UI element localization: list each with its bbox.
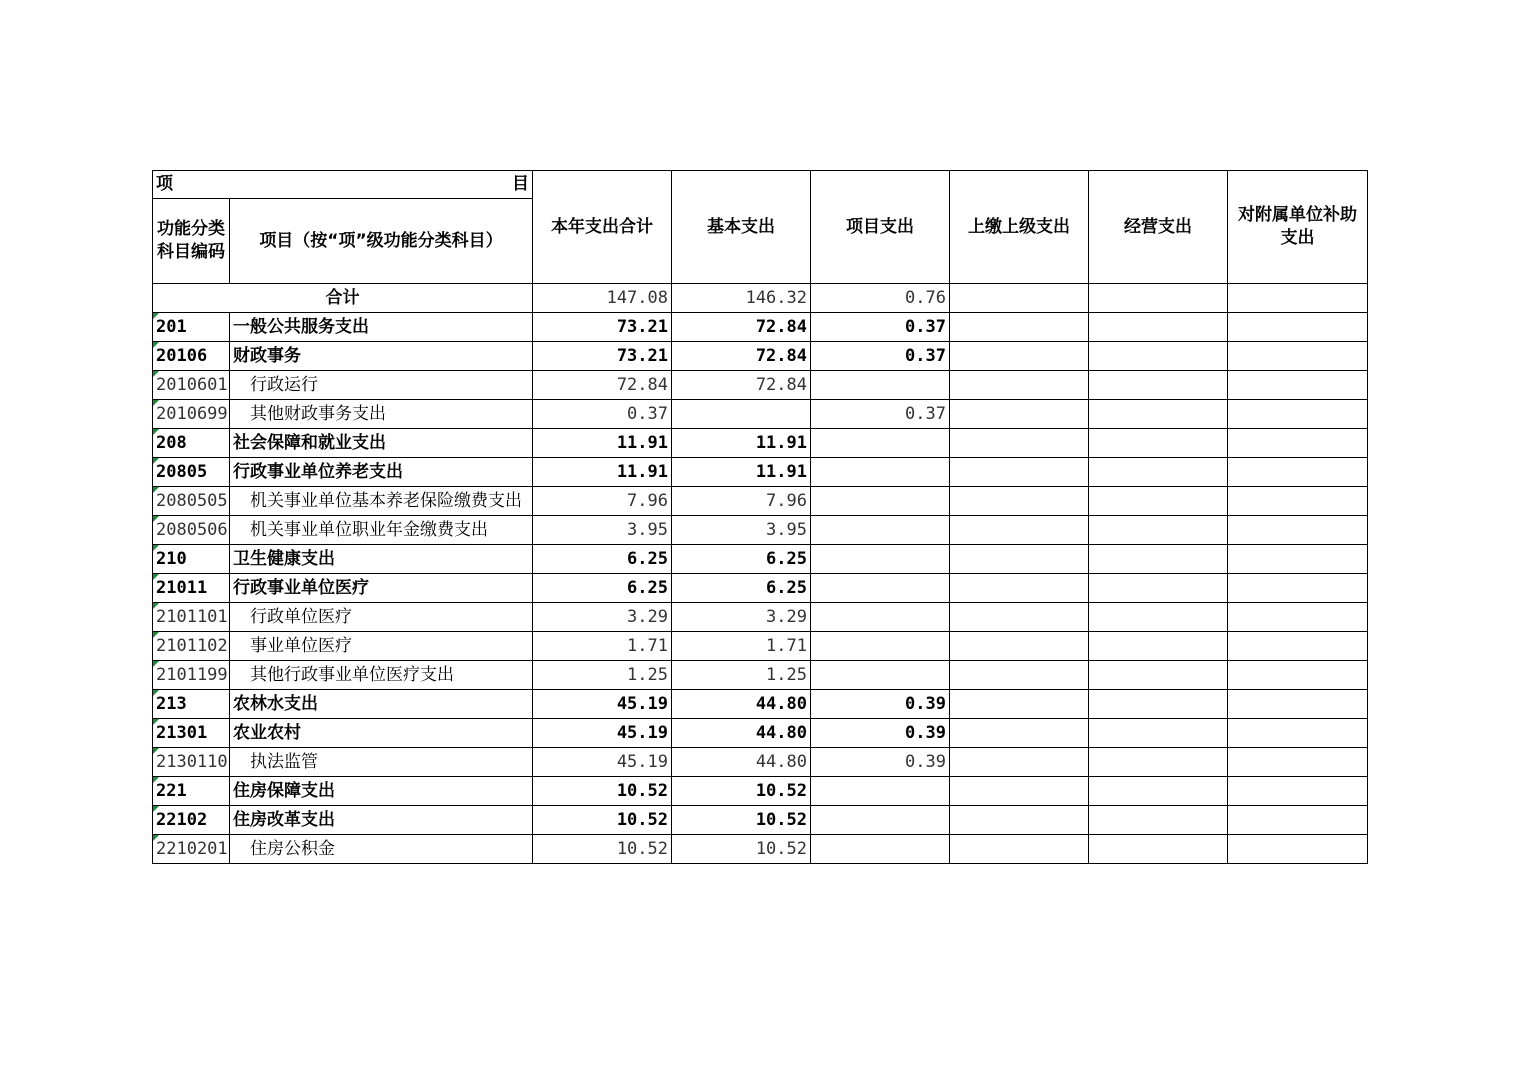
row-code: 2080506 — [153, 516, 230, 545]
row-total: 11.91 — [533, 429, 672, 458]
row-total: 10.52 — [533, 806, 672, 835]
row-total: 1.25 — [533, 661, 672, 690]
row-remit — [950, 806, 1089, 835]
row-project — [811, 458, 950, 487]
row-code: 2101199 — [153, 661, 230, 690]
row-total: 11.91 — [533, 458, 672, 487]
table-row — [153, 719, 1368, 748]
row-name: 合计 — [153, 284, 533, 313]
row-total: 10.52 — [533, 835, 672, 864]
header-mu: 目 — [512, 174, 529, 194]
table-row — [153, 603, 1368, 632]
row-name: 执法监管 — [230, 748, 533, 777]
row-operating — [1089, 719, 1228, 748]
row-remit — [950, 661, 1089, 690]
row-remit — [950, 313, 1089, 342]
row-operating — [1089, 603, 1228, 632]
row-remit — [950, 429, 1089, 458]
row-basic: 6.25 — [672, 574, 811, 603]
row-code: 2010601 — [153, 371, 230, 400]
row-operating — [1089, 574, 1228, 603]
table-row — [153, 342, 1368, 371]
row-project — [811, 632, 950, 661]
row-operating — [1089, 342, 1228, 371]
row-basic: 10.52 — [672, 835, 811, 864]
header-col-remit: 上缴上级支出 — [950, 171, 1089, 284]
row-remit — [950, 284, 1089, 313]
row-subsidy — [1228, 632, 1368, 661]
row-operating — [1089, 284, 1228, 313]
row-project: 0.39 — [811, 748, 950, 777]
row-name: 行政单位医疗 — [230, 603, 533, 632]
row-name: 农业农村 — [230, 719, 533, 748]
row-operating — [1089, 748, 1228, 777]
row-basic: 6.25 — [672, 545, 811, 574]
row-total: 7.96 — [533, 487, 672, 516]
row-basic: 44.80 — [672, 719, 811, 748]
header-col-basic: 基本支出 — [672, 171, 811, 284]
row-project — [811, 429, 950, 458]
row-name: 社会保障和就业支出 — [230, 429, 533, 458]
expenditure-table — [152, 170, 1368, 864]
row-name: 其他财政事务支出 — [230, 400, 533, 429]
table-row — [153, 487, 1368, 516]
row-name: 财政事务 — [230, 342, 533, 371]
header-col-project: 项目支出 — [811, 171, 950, 284]
row-operating — [1089, 516, 1228, 545]
row-basic: 3.95 — [672, 516, 811, 545]
row-remit — [950, 458, 1089, 487]
row-name: 住房改革支出 — [230, 806, 533, 835]
row-name: 事业单位医疗 — [230, 632, 533, 661]
row-basic: 10.52 — [672, 777, 811, 806]
row-total: 1.71 — [533, 632, 672, 661]
table-row — [153, 284, 1368, 313]
row-name: 行政事业单位养老支出 — [230, 458, 533, 487]
row-operating — [1089, 400, 1228, 429]
row-remit — [950, 777, 1089, 806]
row-code: 208 — [153, 429, 230, 458]
row-operating — [1089, 371, 1228, 400]
row-remit — [950, 400, 1089, 429]
row-basic: 1.25 — [672, 661, 811, 690]
row-name: 农林水支出 — [230, 690, 533, 719]
row-remit — [950, 371, 1089, 400]
row-name: 住房保障支出 — [230, 777, 533, 806]
row-remit — [950, 632, 1089, 661]
row-total: 6.25 — [533, 574, 672, 603]
row-total: 3.29 — [533, 603, 672, 632]
table-row — [153, 429, 1368, 458]
table-row — [153, 748, 1368, 777]
row-subsidy — [1228, 806, 1368, 835]
row-operating — [1089, 835, 1228, 864]
row-basic: 72.84 — [672, 371, 811, 400]
row-basic — [672, 400, 811, 429]
row-code: 210 — [153, 545, 230, 574]
row-project — [811, 516, 950, 545]
row-project — [811, 545, 950, 574]
row-total: 0.37 — [533, 400, 672, 429]
header-name-col: 项目（按“项”级功能分类科目） — [230, 199, 533, 284]
row-name: 机关事业单位基本养老保险缴费支出 — [230, 487, 533, 516]
row-project — [811, 574, 950, 603]
table-row — [153, 371, 1368, 400]
row-project: 0.76 — [811, 284, 950, 313]
row-code: 2010699 — [153, 400, 230, 429]
row-basic: 72.84 — [672, 313, 811, 342]
row-subsidy — [1228, 429, 1368, 458]
row-subsidy — [1228, 458, 1368, 487]
row-total: 45.19 — [533, 719, 672, 748]
row-name: 住房公积金 — [230, 835, 533, 864]
row-total: 72.84 — [533, 371, 672, 400]
row-project — [811, 371, 950, 400]
row-project — [811, 487, 950, 516]
table-row — [153, 835, 1368, 864]
row-name: 其他行政事业单位医疗支出 — [230, 661, 533, 690]
row-code: 221 — [153, 777, 230, 806]
row-remit — [950, 835, 1089, 864]
row-remit — [950, 748, 1089, 777]
row-total: 3.95 — [533, 516, 672, 545]
table-row — [153, 545, 1368, 574]
row-code: 20106 — [153, 342, 230, 371]
row-code: 2080505 — [153, 487, 230, 516]
table-row — [153, 632, 1368, 661]
row-operating — [1089, 661, 1228, 690]
row-code: 2210201 — [153, 835, 230, 864]
row-project — [811, 806, 950, 835]
row-operating — [1089, 429, 1228, 458]
row-remit — [950, 342, 1089, 371]
header-col-total: 本年支出合计 — [533, 171, 672, 284]
row-code: 22102 — [153, 806, 230, 835]
row-basic: 7.96 — [672, 487, 811, 516]
table-row — [153, 574, 1368, 603]
row-subsidy — [1228, 313, 1368, 342]
row-remit — [950, 487, 1089, 516]
header-code-col: 功能分类科目编码 — [153, 199, 230, 284]
row-subsidy — [1228, 661, 1368, 690]
row-total: 10.52 — [533, 777, 672, 806]
table-row — [153, 690, 1368, 719]
row-code: 2101102 — [153, 632, 230, 661]
row-code: 20805 — [153, 458, 230, 487]
row-operating — [1089, 777, 1228, 806]
row-subsidy — [1228, 371, 1368, 400]
row-remit — [950, 690, 1089, 719]
row-operating — [1089, 458, 1228, 487]
row-subsidy — [1228, 545, 1368, 574]
row-subsidy — [1228, 574, 1368, 603]
row-subsidy — [1228, 603, 1368, 632]
row-project: 0.37 — [811, 342, 950, 371]
row-project: 0.37 — [811, 400, 950, 429]
row-total: 45.19 — [533, 748, 672, 777]
row-code: 21301 — [153, 719, 230, 748]
row-total: 73.21 — [533, 313, 672, 342]
row-name: 机关事业单位职业年金缴费支出 — [230, 516, 533, 545]
row-remit — [950, 574, 1089, 603]
row-project — [811, 777, 950, 806]
row-project: 0.37 — [811, 313, 950, 342]
row-operating — [1089, 487, 1228, 516]
row-basic: 11.91 — [672, 458, 811, 487]
row-project — [811, 603, 950, 632]
row-subsidy — [1228, 719, 1368, 748]
row-operating — [1089, 690, 1228, 719]
row-basic: 44.80 — [672, 690, 811, 719]
row-subsidy — [1228, 487, 1368, 516]
row-remit — [950, 545, 1089, 574]
row-code: 2130110 — [153, 748, 230, 777]
table-row — [153, 806, 1368, 835]
row-subsidy — [1228, 284, 1368, 313]
row-basic: 72.84 — [672, 342, 811, 371]
row-basic: 44.80 — [672, 748, 811, 777]
row-code: 201 — [153, 313, 230, 342]
row-total: 45.19 — [533, 690, 672, 719]
table-body — [153, 171, 1368, 864]
row-subsidy — [1228, 516, 1368, 545]
table-row — [153, 458, 1368, 487]
row-code: 21011 — [153, 574, 230, 603]
row-name: 行政事业单位医疗 — [230, 574, 533, 603]
table-row — [153, 400, 1368, 429]
row-name: 一般公共服务支出 — [230, 313, 533, 342]
table-row — [153, 313, 1368, 342]
row-project: 0.39 — [811, 690, 950, 719]
row-total: 73.21 — [533, 342, 672, 371]
row-basic: 10.52 — [672, 806, 811, 835]
row-project: 0.39 — [811, 719, 950, 748]
row-subsidy — [1228, 748, 1368, 777]
row-project — [811, 835, 950, 864]
header-col-operating: 经营支出 — [1089, 171, 1228, 284]
row-project — [811, 661, 950, 690]
row-operating — [1089, 313, 1228, 342]
header-xiangmu-cell — [153, 171, 533, 199]
row-basic: 1.71 — [672, 632, 811, 661]
row-subsidy — [1228, 690, 1368, 719]
row-remit — [950, 603, 1089, 632]
row-basic: 146.32 — [672, 284, 811, 313]
row-remit — [950, 516, 1089, 545]
row-name: 卫生健康支出 — [230, 545, 533, 574]
row-code: 213 — [153, 690, 230, 719]
row-basic: 3.29 — [672, 603, 811, 632]
row-operating — [1089, 632, 1228, 661]
row-remit — [950, 719, 1089, 748]
row-subsidy — [1228, 400, 1368, 429]
row-subsidy — [1228, 835, 1368, 864]
row-basic: 11.91 — [672, 429, 811, 458]
row-total: 6.25 — [533, 545, 672, 574]
row-operating — [1089, 545, 1228, 574]
table-row — [153, 516, 1368, 545]
row-subsidy — [1228, 777, 1368, 806]
row-total: 147.08 — [533, 284, 672, 313]
row-name: 行政运行 — [230, 371, 533, 400]
row-operating — [1089, 806, 1228, 835]
header-col-subsidy: 对附属单位补助支出 — [1228, 171, 1368, 284]
row-subsidy — [1228, 342, 1368, 371]
header-row-top — [153, 171, 1368, 199]
row-code: 2101101 — [153, 603, 230, 632]
header-xiang: 项 — [156, 174, 173, 194]
table-row — [153, 777, 1368, 806]
table-row — [153, 661, 1368, 690]
